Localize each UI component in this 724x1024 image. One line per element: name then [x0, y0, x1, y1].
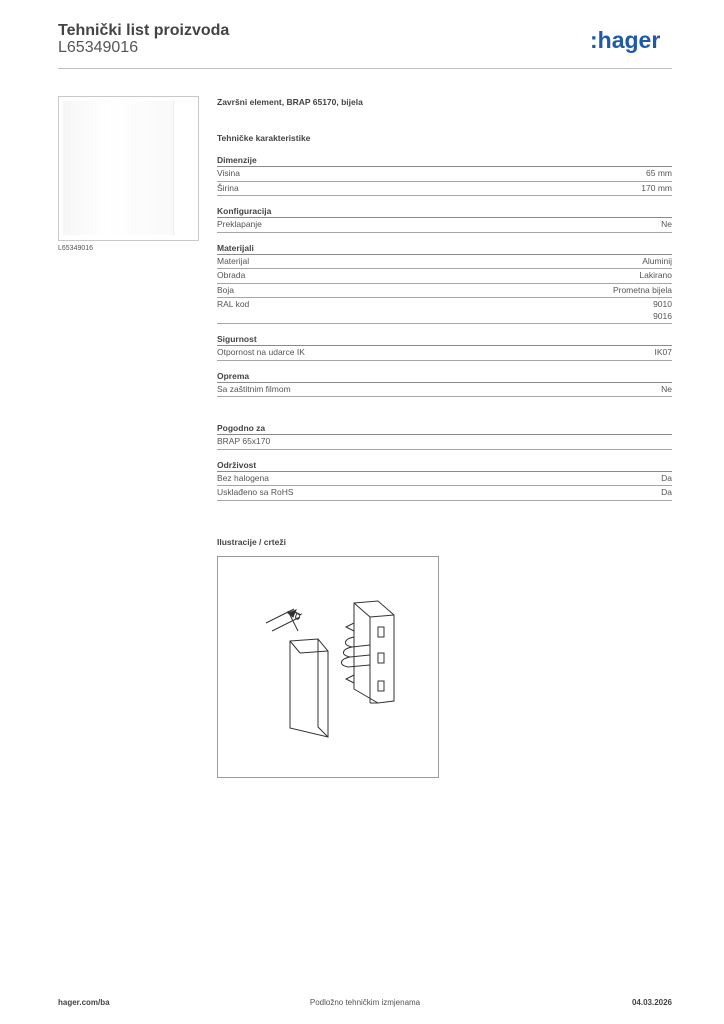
group-oprema	[217, 370, 672, 398]
spec-value: Da	[661, 487, 672, 497]
product-image	[58, 96, 199, 241]
page-title: Tehnički list proizvoda	[58, 22, 230, 39]
logo-text: :hager	[590, 27, 661, 53]
group-heading: Pogodno za	[217, 422, 672, 435]
spec-label: Preklapanje	[217, 219, 262, 229]
group-pogodno-za	[217, 422, 672, 450]
footer-note: Podložno tehničkim izmjenama	[309, 998, 421, 1007]
spec-value-multi	[653, 299, 672, 322]
product-image-caption: L65349016	[58, 245, 94, 252]
dimension-label: a	[286, 607, 306, 623]
spec-label: Sa zaštitnim filmom	[217, 383, 291, 394]
group-konfiguracija	[217, 205, 672, 233]
spec-row	[217, 298, 672, 324]
spec-value: Da	[661, 472, 672, 483]
spec-row	[217, 255, 672, 270]
spec-section	[217, 95, 672, 510]
spec-value: Ne	[661, 219, 672, 229]
spec-row	[217, 383, 672, 398]
spec-value: 170 mm	[641, 182, 672, 193]
group-materijali	[217, 242, 672, 325]
product-name: Završni element, BRAP 65170, bijela	[217, 97, 363, 107]
spec-value: 65 mm	[646, 168, 672, 178]
product-code: L65349016	[58, 39, 139, 56]
footer-date: 04.03.2026	[631, 998, 672, 1007]
spec-value: 9010	[653, 299, 672, 309]
spec-label: Usklađeno sa RoHS	[217, 487, 294, 497]
spec-value: Aluminij	[642, 255, 672, 266]
spec-label: Širina	[217, 182, 239, 193]
spec-row	[217, 435, 672, 450]
group-heading: Konfiguracija	[217, 205, 672, 218]
spec-value: Prometna bijela	[612, 284, 672, 295]
group-odrzivost	[217, 459, 672, 501]
spec-title: Tehničke karakteristike	[217, 133, 311, 143]
spec-row	[217, 218, 672, 233]
spec-label: BRAP 65x170	[217, 436, 271, 446]
spec-row	[217, 167, 672, 182]
spec-label: RAL kod	[217, 299, 250, 309]
group-heading: Sigurnost	[217, 333, 672, 346]
spec-value: Lakirano	[639, 270, 672, 280]
spec-label: Boja	[217, 284, 235, 295]
spec-label: Obrada	[217, 270, 246, 280]
group-heading: Dimenzije	[217, 154, 672, 167]
spec-row	[217, 486, 672, 501]
group-heading: Održivost	[217, 459, 672, 472]
illustration-title: Ilustracije / crteži	[217, 537, 286, 547]
group-dimenzije	[217, 154, 672, 196]
footer-website: hager.com/ba	[58, 998, 110, 1007]
illustration-box	[217, 556, 439, 778]
spec-row	[217, 269, 672, 284]
page-header	[58, 22, 672, 69]
end-cap-drawing	[218, 557, 438, 777]
spec-label: Otpornost na udarce IK	[217, 347, 305, 357]
spec-row	[217, 182, 672, 197]
spec-value: IK07	[654, 347, 672, 357]
spec-row	[217, 472, 672, 487]
group-heading: Oprema	[217, 370, 672, 383]
group-sigurnost	[217, 333, 672, 361]
spec-label: Visina	[217, 168, 240, 178]
spec-label: Bez halogena	[217, 472, 269, 483]
spec-row	[217, 284, 672, 299]
group-heading: Materijali	[217, 242, 672, 255]
spec-value: 9016	[653, 310, 672, 321]
product-panel	[63, 101, 174, 235]
spec-value: Ne	[661, 383, 672, 394]
hager-logo	[590, 26, 672, 54]
spec-label: Materijal	[217, 255, 250, 266]
spec-row	[217, 346, 672, 361]
